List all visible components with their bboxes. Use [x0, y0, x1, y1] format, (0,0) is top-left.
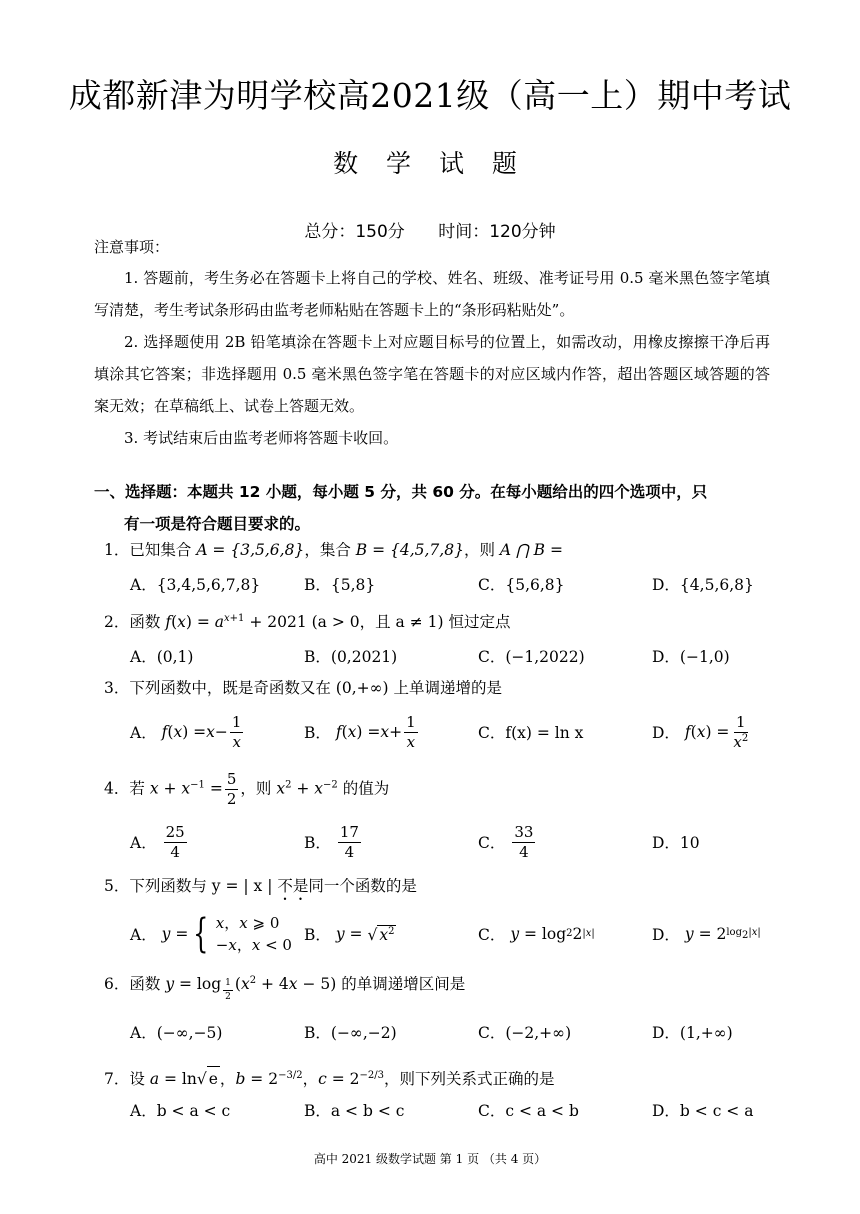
exam-time: 时间：120分钟	[438, 222, 556, 242]
section-line-1: 一、选择题：本题共 12 小题，每小题 5 分，共 60 分。在每小题给出的四个选项中，只	[94, 483, 708, 501]
notice-item-1: 1. 答题前，考生务必在答题卡上将自己的学校、姓名、班级、准考证号用 0.5 毫米黑色签字笔填写清楚，考生考试条形码由监考老师粘贴在答题卡上的“条形码粘贴处”。	[94, 269, 770, 319]
section-line-2: 有一项是符合题目要求的。	[124, 515, 311, 533]
option-a[interactable]: A． f ( x ) = x − $\frac{1}{x}$	[130, 712, 242, 751]
option-b[interactable]: B．(−∞,−2)	[304, 1024, 397, 1042]
question-2: 2．函数 $f(x) = a^{x+1} + 2021$ (a > 0，且 a ≠ 1) 恒过定点	[104, 612, 511, 631]
option-c[interactable]: C．(−2,+∞)	[478, 1024, 572, 1042]
option-b[interactable]: B． f ( x ) = x + $\frac{1}{x}$	[304, 712, 416, 751]
question-6: 6．函数 y = log $_{\frac{1}{2}}$ $(x^2 + 4x - 5)$ 的单调递增区间是	[104, 974, 466, 1003]
option-a[interactable]: A．(0,1)	[130, 648, 194, 666]
total-score: 总分：150分	[304, 222, 405, 242]
question-5: 5．下列函数与 y = | x | 不是同一个函数的是	[104, 877, 417, 895]
option-b[interactable]: B． $\frac{17}{4}$	[304, 822, 359, 861]
option-c[interactable]: C． $\frac{33}{4}$	[478, 822, 534, 861]
option-b[interactable]: B．{5,8}	[304, 576, 376, 594]
exam-title: 成都新津为明学校高2021级（高一上）期中考试	[68, 76, 792, 115]
option-d[interactable]: D．b < c < a	[652, 1102, 754, 1120]
question-2-options	[130, 636, 770, 676]
question-6-options	[130, 1012, 770, 1052]
question-7-options	[130, 1090, 770, 1130]
question-4-options	[130, 822, 770, 862]
option-a[interactable]: A．(−∞,−5)	[130, 1024, 223, 1042]
option-d[interactable]: D．(1,+∞)	[652, 1024, 733, 1042]
option-a[interactable]: A． y = { x，x ⩾ 0 −x，x < 0	[130, 911, 292, 957]
option-a[interactable]: A．b < a < c	[130, 1102, 231, 1120]
option-c[interactable]: C． y = log 2 2 |x|	[478, 925, 595, 944]
notice-item-3: 3. 考试结束后由监考老师将答题卡收回。	[124, 429, 399, 447]
option-d[interactable]: D．{4,5,6,8}	[652, 576, 754, 594]
question-1-options	[130, 564, 770, 604]
option-c[interactable]: C．c < a < b	[478, 1102, 579, 1120]
option-d[interactable]: D．10	[652, 834, 700, 852]
section-heading	[94, 476, 770, 540]
option-b[interactable]: B． y = √ $x^2$	[304, 925, 395, 944]
option-d[interactable]: D．(−1,0)	[652, 648, 730, 666]
option-c[interactable]: C．(−1,2022)	[478, 648, 585, 666]
question-5-options	[130, 912, 770, 956]
notice-item-2: 2. 选择题使用 2B 铅笔填涂在答题卡上对应题目标号的位置上，如需改动，用橡皮擦擦干净后再填涂其它答案；非选择题用 0.5 毫米黑色签字笔在答题卡的对应区域内作答，超出答题区域答题的答案无效；在草稿纸上、试卷上答题无效。	[94, 333, 770, 415]
question-4: 4．若 $x + x^{-1}$ = $\frac{5}{2}$ ，则 $x^2 + x^{-2}$ 的值为	[104, 770, 390, 808]
option-c[interactable]: C．{5,6,8}	[478, 576, 565, 594]
option-d[interactable]: D． f ( x ) = $\frac{1}{x^2}$	[652, 712, 749, 751]
question-3-options	[130, 712, 770, 752]
question-7: 7．设 a = ln√ e ，$b = 2^{-3/2}$，$c = 2^{-2/3}$，则下列关系式正确的是	[104, 1066, 774, 1091]
page-footer: 高中 2021 级数学试题 第 1 页 （共 4 页）	[313, 1152, 547, 1166]
option-a[interactable]: A．{3,4,5,6,7,8}	[130, 576, 261, 594]
option-b[interactable]: B．a < b < c	[304, 1102, 405, 1120]
option-b[interactable]: B．(0,2021)	[304, 648, 398, 666]
exam-subtitle: 数 学 试 题	[333, 149, 527, 178]
option-c[interactable]: C．f(x) = ln x	[478, 724, 584, 742]
question-3: 3．下列函数中，既是奇函数又在 (0,+∞) 上单调递增的是	[104, 679, 503, 697]
notice-heading: 注意事项：	[94, 238, 170, 256]
option-a[interactable]: A． $\frac{25}{4}$	[130, 822, 185, 861]
question-1: 1．已知集合 A = {3,5,6,8}，集合 B = {4,5,7,8}，则 A ⋂ B =	[104, 541, 563, 559]
option-d[interactable]: D． y = 2 $\log_2|x|$	[652, 925, 761, 944]
